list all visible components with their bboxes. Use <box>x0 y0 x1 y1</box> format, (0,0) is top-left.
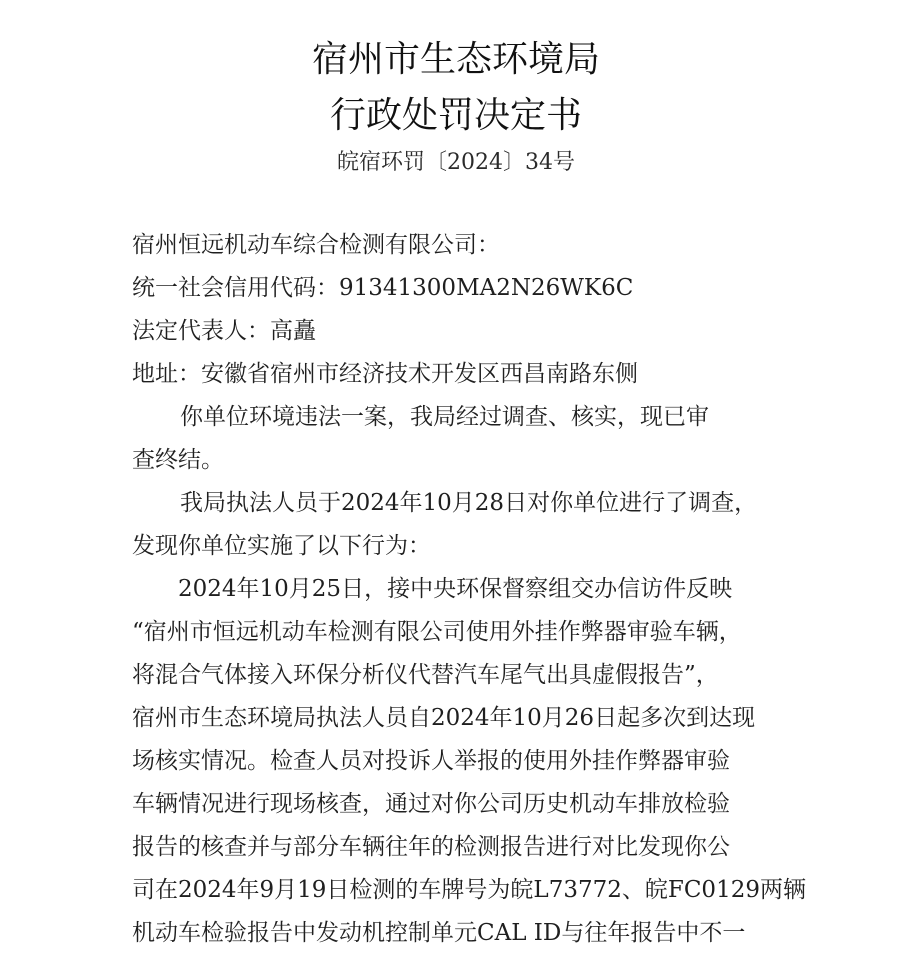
paragraph-3-line: 司在2024年9月19日检测的车牌号为皖L73772、皖FC0129两辆 <box>132 877 806 903</box>
paragraph-1-line: 你单位环境违法一案，我局经过调查、核实，现已审 <box>180 404 709 430</box>
party-legal-representative: 法定代表人：高矗 <box>132 318 316 344</box>
paragraph-3-line: 2024年10月25日，接中央环保督察组交办信访件反映 <box>178 576 733 602</box>
party-credit-code: 统一社会信用代码：91341300MA2N26WK6C <box>132 275 634 301</box>
party-address: 地址：安徽省宿州市经济技术开发区西昌南路东侧 <box>132 361 638 387</box>
document-number: 皖宿环罚〔2024〕34号 <box>337 150 575 175</box>
paragraph-3-line: 报告的核查并与部分车辆往年的检测报告进行对比发现你公 <box>132 834 730 860</box>
document-body <box>132 224 812 955</box>
agency-title: 宿州市生态环境局 <box>311 39 600 80</box>
document-type-title: 行政处罚决定书 <box>329 95 582 136</box>
paragraph-3-line: “宿州市恒远机动车检测有限公司使用外挂作弊器审验车辆， <box>132 619 742 645</box>
paragraph-3-line: 车辆情况进行现场核查，通过对你公司历史机动车排放检验 <box>132 791 730 817</box>
paragraph-2-line: 发现你单位实施了以下行为： <box>132 533 431 559</box>
party-company: 宿州恒远机动车综合检测有限公司： <box>132 232 500 258</box>
paragraph-3-line: 场核实情况。检查人员对投诉人举报的使用外挂作弊器审验 <box>132 748 730 774</box>
paragraph-3-line: 将混合气体接入环保分析仪代替汽车尾气出具虚假报告”， <box>132 662 719 688</box>
paragraph-2-line: 我局执法人员于2024年10月28日对你单位进行了调查， <box>180 490 758 516</box>
paragraph-3-line: 宿州市生态环境局执法人员自2024年10月26日起多次到达现 <box>132 705 756 731</box>
paragraph-3-line: 机动车检验报告中发动机控制单元CAL ID与往年报告中不一 <box>132 920 746 946</box>
paragraph-1-line: 查终结。 <box>132 447 224 473</box>
